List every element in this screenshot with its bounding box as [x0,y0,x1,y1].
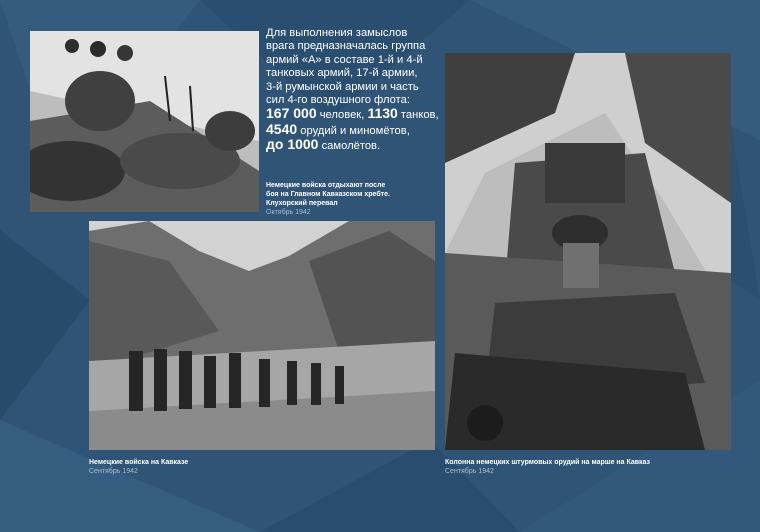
intro-text [266,27,446,154]
stat-line [266,138,446,153]
caption-title: Клухорский перевал [266,200,338,207]
intro-line: танковых армий, 17-й армии, [266,67,418,80]
photo-assault-gun-column [445,53,731,450]
caption-title: Немецкие войска на Кавказе [89,459,189,466]
intro-line: 3-й румынской армии и часть [266,80,419,93]
caption-title: боя на Главном Кавказском хребте. [266,191,390,198]
caption-title: Колонна немецких штурмовых орудий на марше на Кавказ [445,459,650,466]
caption-date: Октябрь 1942 [266,209,311,216]
stat-text: танков, [397,109,439,122]
stat-number: 1130 [367,105,398,122]
stat-number: 167 000 [266,105,317,122]
caption-date: Сентябрь 1942 [445,468,494,475]
stat-text: самолётов. [318,140,381,153]
intro-line: Для выполнения замыслов [266,27,408,39]
caption-photo-1 [266,181,442,217]
caption-photo-3 [445,458,735,476]
stat-number: до 1000 [266,136,319,153]
caption-title: Немецкие войска отдыхают после [266,182,386,189]
intro-line: армий «А» в составе 1-й и 4-й [266,53,423,66]
photo-resting-soldiers [30,31,259,212]
intro-line: сил 4-го воздушного флота: [266,94,410,107]
photo-troops-caucasus [89,221,435,450]
intro-line: врага предназначалась группа [266,40,426,53]
caption-date: Сентябрь 1942 [89,468,138,475]
stat-number: 4540 [266,120,298,137]
stat-text: орудий и миномётов, [297,124,410,137]
stat-text: человек, [316,109,368,122]
caption-photo-2 [89,458,435,476]
